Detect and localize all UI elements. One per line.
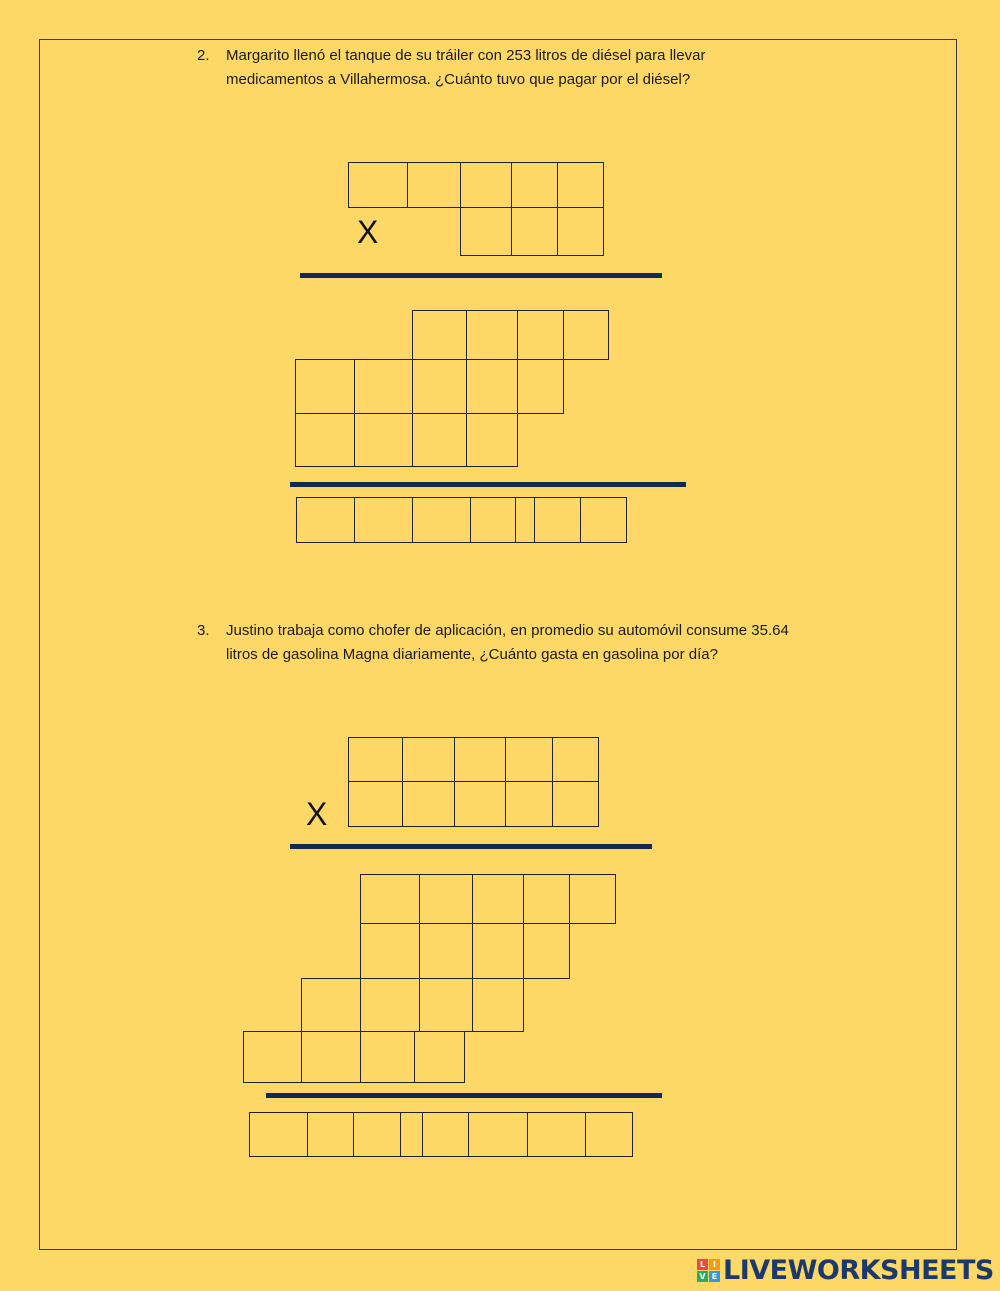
answer-box[interactable] (466, 310, 518, 360)
answer-box[interactable] (460, 162, 512, 208)
answer-box[interactable] (419, 978, 473, 1032)
liveworksheets-logo-icon (697, 1259, 720, 1282)
answer-box[interactable] (505, 781, 553, 827)
answer-box[interactable] (301, 978, 361, 1032)
answer-box[interactable] (301, 1031, 361, 1083)
answer-box[interactable] (412, 359, 467, 414)
question-2-text-line2: medicamentos a Villahermosa. ¿Cuánto tuvo que pagar por el diésel? (226, 71, 691, 88)
question-3-text-line1: Justino trabaja como chofer de aplicación, en promedio su automóvil consume 35.64 (226, 622, 789, 639)
question-2 (197, 44, 857, 94)
answer-box[interactable] (511, 207, 558, 256)
logo-letter: I (709, 1259, 720, 1270)
answer-box[interactable] (296, 497, 355, 543)
answer-box[interactable] (249, 1112, 308, 1157)
answer-box[interactable] (419, 923, 473, 979)
answer-box[interactable] (295, 359, 355, 414)
answer-box[interactable] (517, 359, 564, 414)
answer-box[interactable] (534, 497, 581, 543)
answer-box[interactable] (466, 413, 518, 467)
decimal-point-box[interactable] (400, 1112, 423, 1157)
brand-name: LIVEWORKSHEETS (723, 1254, 994, 1286)
answer-box[interactable] (412, 413, 467, 467)
decimal-point-box[interactable] (515, 497, 535, 543)
answer-box[interactable] (454, 737, 506, 782)
answer-box[interactable] (511, 162, 558, 208)
answer-box[interactable] (569, 874, 616, 924)
answer-box[interactable] (295, 413, 355, 467)
answer-box[interactable] (407, 162, 461, 208)
answer-box[interactable] (354, 359, 413, 414)
answer-box[interactable] (472, 923, 524, 979)
sum-line (266, 1093, 662, 1098)
answer-box[interactable] (353, 1112, 401, 1157)
answer-box[interactable] (472, 874, 524, 924)
answer-box[interactable] (354, 497, 413, 543)
answer-box[interactable] (470, 497, 516, 543)
answer-box[interactable] (422, 1112, 469, 1157)
liveworksheets-brand (697, 1253, 994, 1287)
answer-box[interactable] (412, 497, 471, 543)
answer-box[interactable] (402, 737, 455, 782)
answer-box[interactable] (557, 207, 604, 256)
answer-box[interactable] (552, 781, 599, 827)
answer-box[interactable] (354, 413, 413, 467)
answer-box[interactable] (307, 1112, 354, 1157)
answer-box[interactable] (419, 874, 473, 924)
answer-box[interactable] (585, 1112, 633, 1157)
answer-box[interactable] (360, 1031, 415, 1083)
answer-box[interactable] (360, 978, 420, 1032)
answer-box[interactable] (505, 737, 553, 782)
sum-line (290, 482, 686, 487)
answer-box[interactable] (523, 923, 570, 979)
sum-line (300, 273, 662, 278)
logo-letter: L (697, 1259, 708, 1270)
question-3-number: 3. (197, 622, 210, 639)
question-3-text-line2: litros de gasolina Magna diariamente, ¿Cuánto gasta en gasolina por día? (226, 646, 718, 663)
answer-box[interactable] (552, 737, 599, 782)
answer-box[interactable] (243, 1031, 302, 1083)
multiply-sign: X (306, 796, 328, 832)
answer-box[interactable] (523, 874, 570, 924)
question-2-text-line1: Margarito llenó el tanque de su tráiler con 253 litros de diésel para llevar (226, 47, 706, 64)
answer-box[interactable] (466, 359, 518, 414)
multiply-sign: X (357, 214, 379, 250)
answer-box[interactable] (472, 978, 524, 1032)
answer-box[interactable] (412, 310, 467, 360)
answer-box[interactable] (580, 497, 627, 543)
answer-box[interactable] (468, 1112, 528, 1157)
answer-box[interactable] (402, 781, 455, 827)
answer-box[interactable] (360, 923, 420, 979)
logo-letter: E (709, 1271, 720, 1282)
logo-letter: V (697, 1271, 708, 1282)
answer-box[interactable] (460, 207, 512, 256)
question-2-number: 2. (197, 47, 210, 64)
answer-box[interactable] (348, 737, 403, 782)
answer-box[interactable] (517, 310, 564, 360)
answer-box[interactable] (527, 1112, 586, 1157)
answer-box[interactable] (563, 310, 609, 360)
answer-box[interactable] (360, 874, 420, 924)
answer-box[interactable] (414, 1031, 465, 1083)
answer-box[interactable] (348, 781, 403, 827)
sum-line (290, 844, 652, 849)
answer-box[interactable] (348, 162, 408, 208)
answer-box[interactable] (557, 162, 604, 208)
answer-box[interactable] (454, 781, 506, 827)
question-3 (197, 619, 897, 669)
